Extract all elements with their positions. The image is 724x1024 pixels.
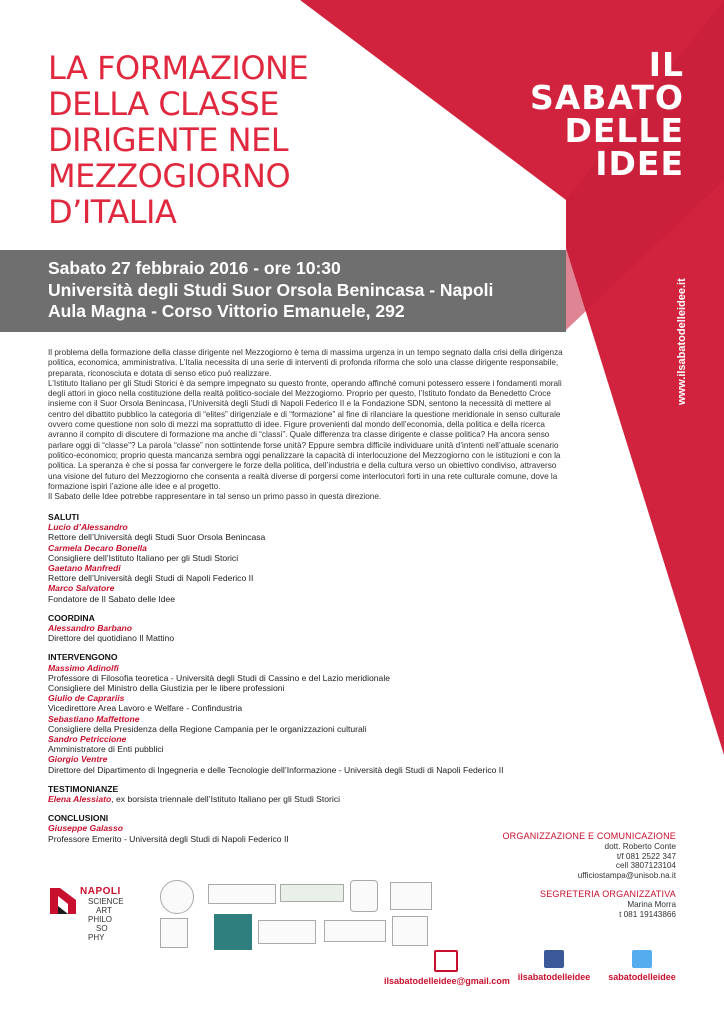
brand-line: IL — [648, 45, 684, 84]
palazzo-arti-logo — [392, 916, 428, 946]
section-heading: INTERVENGONO — [48, 652, 118, 663]
title-line: DIRIGENTE NEL — [48, 121, 289, 159]
speaker-role: Consigliere della Presidenza della Regione Campania per le organizzazioni culturali — [48, 723, 367, 734]
speaker-name: Marco Salvatore — [48, 583, 115, 594]
org-contact: dott. Roberto Conte — [604, 841, 676, 851]
paragraph: Il Sabato delle Idee potrebbe rappresentare in tal senso un primo passo in questa direzione. — [48, 492, 382, 502]
paragraph: L’Istituto Italiano per gli Studi Storici è da sempre impegnato su questo fronte, operando affinché comuni potessero essere i fondamenti morali degli attori in gioco nella costituzione della realtà politico-sociale del Mezzogiorno. Proprio per questo, l’Istituto fondato da Benedetto Croce insieme con il Suor Orsola Benincasa, l’Università degli Studi di Napoli Federico II e la Fondazione SDN, sentono la necessità di mettere al centro del dibattito pubblico la categoria di “elites” dirigenziale e di “formazione” al fine di rilanciare la questione meridionale in senso culturale ovvero come questione non solo di mezzi ma soprattutto di idee. Figure provenienti dal mondo dell’economia, della politica e della ricerca avranno il compito di discutere di formazione ma anche di “classi”. Quale differenza tra classe dirigente e classe politica? Ha ancora senso parlare oggi di “classe”? La parola “classe” non sottintende forse unità? Eppure sembra difficile individuare unità d’intenti nell’attuale scenario politico-economico; proprio questa mancanza sembra oggi penalizzare la capacità di interlocuzione del Mezzogiorno con le istituzioni e con la politica. La speranza è che si possa far convergere le forze della politica, dell’industria e della cultura verso un obiettivo condiviso, attraverso una visione del futuro del Mezzogiorno che consenta a realtà diverse di porgersi come interlocutori forti in una rete culturale comune, dove la formazione ispiri l’azione alle idee e al progetto. — [48, 378, 562, 491]
testimony-line — [48, 794, 608, 804]
speaker-role: Professore Emerito - Università degli Studi di Napoli Federico II — [48, 833, 289, 844]
section-testimonianze — [48, 784, 608, 804]
facebook-contact[interactable] — [512, 950, 596, 982]
university-seal-logo — [160, 880, 194, 914]
intro-text — [48, 348, 568, 502]
napoli-line: SCIENCE — [88, 897, 124, 906]
napoli-word: NAPOLI — [80, 886, 121, 897]
speaker-name: Giulio de Caprariis — [48, 693, 125, 704]
napoli-line: PHY — [88, 933, 105, 942]
secretariat-heading: SEGRETERIA ORGANIZZATIVA — [540, 888, 676, 899]
section-heading: TESTIMONIANZE — [48, 783, 119, 794]
event-date: Sabato 27 febbraio 2016 - ore 10:30 — [48, 258, 341, 278]
event-venue: Università degli Studi Suor Orsola Benincasa - Napoli — [48, 279, 494, 300]
org-cell: cell 3807123104 — [615, 861, 676, 871]
gmail-icon — [434, 950, 458, 972]
section-heading: CONCLUSIONI — [48, 813, 109, 824]
event-info — [48, 258, 493, 323]
speaker-name: Alessandro Barbano — [48, 623, 133, 634]
email-contact[interactable] — [384, 950, 508, 986]
email-label[interactable]: ilsabatodelleidee@gmail.com — [384, 976, 510, 986]
brand-line: DELLE — [564, 111, 684, 150]
poster-title — [48, 50, 308, 230]
title-line: LA FORMAZIONE — [48, 49, 309, 87]
institute-crest-logo — [350, 880, 378, 912]
title-line: DELLA CLASSE — [48, 85, 279, 123]
speaker-role: Consigliere del Ministro della Giustizia per le libere professioni — [48, 683, 285, 694]
madre-museum-logo — [214, 914, 252, 950]
sdn-foundation-logo — [280, 884, 344, 902]
speaker-name: Gaetano Manfredi — [48, 563, 121, 574]
org-phone: t/f 081 2522 347 — [616, 851, 676, 861]
speaker-name: Sandro Petriccione — [48, 734, 127, 745]
building-logo — [390, 882, 432, 910]
speaker-name: Lucio d’Alessandro — [48, 522, 128, 533]
federico-ii-logo — [208, 884, 276, 904]
section-coordina — [48, 613, 608, 644]
speaker-role: Fondatore de Il Sabato delle Idee — [48, 593, 176, 604]
title-line: MEZZOGIORNO — [48, 157, 291, 195]
twitter-contact[interactable] — [602, 950, 682, 982]
speaker-name: Giorgio Ventre — [48, 754, 108, 765]
secretariat-contact: Marina Morra — [627, 899, 676, 909]
section-heading: SALUTI — [48, 512, 80, 522]
speaker-name: Elena Alessiato — [48, 794, 112, 805]
speaker-name: Massimo Adinolfi — [48, 662, 119, 673]
website-link[interactable]: www.ilsabatodelleidee.it — [676, 278, 688, 405]
napoli-mark-icon — [48, 886, 78, 916]
speaker-role: Amministratore di Enti pubblici — [48, 744, 164, 755]
section-heading: COORDINA — [48, 612, 95, 623]
speaker-role: Rettore dell’Università degli Studi di Napoli Federico II — [48, 573, 254, 584]
section-saluti — [48, 512, 608, 604]
paragraph: Il problema della formazione della classe dirigente nel Mezzogiorno è tema di massima urgenza in un tempo segnato dalla crisi della dirigenza politica, economica, amministrativa. L’Italia necessita di una serie di interventi di profonda riforma che solo una classe dirigente responsabile, preparata, riconosciuta e dotata di senso etico può realizzare. — [48, 348, 563, 378]
twitter-label[interactable]: sabatodelleidee — [608, 972, 676, 982]
church-logo — [160, 918, 188, 948]
speaker-role: Vicedirettore Area Lavoro e Welfare - Confindustria — [48, 703, 243, 714]
speaker-role: Rettore dell’Università degli Studi Suor Orsola Benincasa — [48, 532, 266, 543]
speaker-role: Consigliere dell’Istituto Italiano per gli Studi Storici — [48, 552, 239, 563]
speaker-role: , ex borsista triennale dell’Istituto Italiano per gli Studi Storici — [111, 794, 341, 805]
napoli-science-logo — [48, 884, 128, 944]
speaker-name: Sebastiano Maffettone — [48, 713, 140, 724]
brand-logo — [529, 45, 684, 183]
speaker-name: Giuseppe Galasso — [48, 823, 123, 834]
speaker-role: Direttore del quotidiano Il Mattino — [48, 633, 175, 644]
organization-contacts — [502, 832, 676, 919]
speaker-role: Professore di Filosofia teoretica - Università degli Studi di Cassino e del Lazio meridionale — [48, 672, 391, 683]
napoli-line: SO — [96, 924, 108, 933]
brand-line: SABATO — [529, 78, 684, 117]
section-intervengono — [48, 652, 608, 774]
napoli-line: PHILO — [88, 915, 113, 924]
speaker-role: Direttore del Dipartimento di Ingegneria e delle Tecnologie dell’Informazione - Università degli Studi di Napoli Federico II — [48, 764, 504, 775]
napoli-line: ART — [96, 906, 112, 915]
event-address: Aula Magna - Corso Vittorio Emanuele, 292 — [48, 301, 405, 321]
brand-line: IDEE — [595, 144, 684, 183]
citta-della-scienza-logo — [324, 920, 386, 942]
facebook-icon — [544, 950, 564, 968]
program — [48, 512, 608, 853]
org-heading: ORGANIZZAZIONE E COMUNICAZIONE — [502, 831, 676, 841]
secretariat-phone: t 081 19143866 — [619, 909, 676, 919]
facebook-label[interactable]: ilsabatodelleidee — [517, 972, 591, 982]
speaker-name: Carmela Decaro Bonella — [48, 542, 147, 553]
twitter-icon — [632, 950, 652, 968]
org-email[interactable]: ufficiostampa@unisob.na.it — [577, 871, 676, 881]
ordine-ingegneri-logo — [258, 920, 316, 944]
title-line: D’ITALIA — [48, 193, 177, 231]
